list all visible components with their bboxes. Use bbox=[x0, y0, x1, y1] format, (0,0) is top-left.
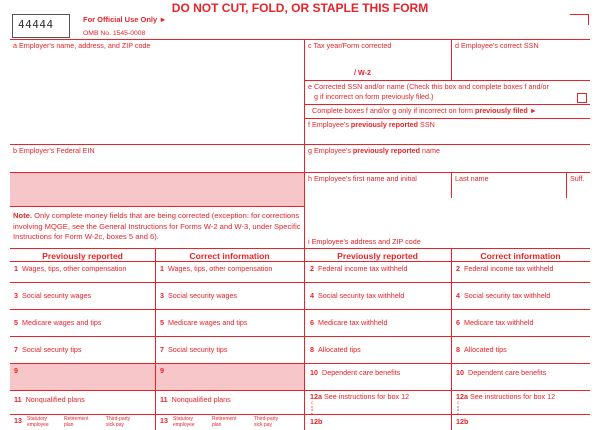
col-header-prev-left: Previously reported bbox=[42, 251, 123, 261]
box-e-checkbox[interactable] bbox=[577, 93, 587, 103]
box10-corr: 10 Dependent care benefits bbox=[456, 368, 547, 377]
box12a-corr: 12a See instructions for box 12 bbox=[456, 392, 556, 401]
top-notice: DO NOT CUT, FOLD, OR STAPLE THIS FORM bbox=[171, 1, 429, 15]
shaded-box9-left bbox=[10, 364, 155, 390]
box10-prev: 10 Dependent care benefits bbox=[310, 368, 401, 377]
complete-fg-instruction: Complete boxes f and/or g only if incorrect on form previously filed ► bbox=[312, 106, 537, 115]
box-h-label: h Employee's first name and initial bbox=[308, 174, 417, 183]
box5-corr: 5 Medicare wages and tips bbox=[160, 318, 248, 327]
box13-prev-thirdparty: Third-party sick pay bbox=[106, 416, 131, 428]
box7-corr: 7 Social security tips bbox=[160, 345, 228, 354]
box13-prev-retirement: Retirement plan bbox=[64, 416, 89, 428]
box13-prev-statutory: Statutory employee bbox=[27, 416, 49, 428]
box5-prev: 5 Medicare wages and tips bbox=[14, 318, 102, 327]
box-d-label: d Employee's correct SSN bbox=[455, 41, 539, 50]
box6-corr: 6 Medicare tax withheld bbox=[456, 318, 534, 327]
col-header-corr-left: Correct information bbox=[189, 251, 270, 261]
box11-prev: 11 Nonqualified plans bbox=[14, 395, 85, 404]
box6-prev: 6 Medicare tax withheld bbox=[310, 318, 388, 327]
box3-prev: 3 Social security wages bbox=[14, 291, 92, 300]
shaded-area-employer bbox=[10, 173, 304, 206]
corner-mark bbox=[570, 14, 589, 25]
box13-prev: 13 bbox=[14, 416, 22, 425]
box-f-label: f Employee's previously reported SSN bbox=[308, 120, 435, 129]
box-e-label-1: e Corrected SSN and/or name (Check this box and complete boxes f and/or bbox=[308, 82, 549, 91]
box9-corr: 9 bbox=[160, 366, 164, 375]
box13-corr-thirdparty: Third-party sick pay bbox=[254, 416, 279, 428]
box-e-label-2: g if incorrect on form previously filed.) bbox=[314, 92, 434, 101]
box-g-label: g Employee's previously reported name bbox=[308, 146, 441, 155]
col-header-corr-right: Correct information bbox=[480, 251, 561, 261]
box-b-label: b Employer's Federal EIN bbox=[13, 146, 95, 155]
suffix-label: Suff. bbox=[570, 174, 585, 183]
box-c-form: / W-2 bbox=[354, 68, 372, 77]
col-header-prev-right: Previously reported bbox=[337, 251, 418, 261]
box13-corr-statutory: Statutory employee bbox=[173, 416, 195, 428]
box12a-prev-code: C o d e bbox=[311, 401, 314, 416]
box-c-label: c Tax year/Form corrected bbox=[308, 41, 392, 50]
box8-corr: 8 Allocated tips bbox=[456, 345, 507, 354]
last-name-label: Last name bbox=[455, 174, 489, 183]
box-a-label: a Employer's name, address, and ZIP code bbox=[13, 41, 151, 50]
box2-corr: 2 Federal income tax withheld bbox=[456, 264, 554, 273]
box1-corr: 1 Wages, tips, other compensation bbox=[160, 264, 273, 273]
box-i-label: i Employee's address and ZIP code bbox=[308, 237, 421, 246]
box4-prev: 4 Social security tax withheld bbox=[310, 291, 405, 300]
box12a-prev: 12a See instructions for box 12 bbox=[310, 392, 410, 401]
box3-corr: 3 Social security wages bbox=[160, 291, 238, 300]
box8-prev: 8 Allocated tips bbox=[310, 345, 361, 354]
box12b-corr: 12b bbox=[456, 417, 469, 426]
box1-prev: 1 Wages, tips, other compensation bbox=[14, 264, 127, 273]
box11-corr: 11 Nonqualified plans bbox=[160, 395, 231, 404]
box13-corr-retirement: Retirement plan bbox=[212, 416, 237, 428]
correction-note: Note. Only complete money fields that are being corrected (exception: for corrections involving MQGE, see the General Instructions for Forms W-2 and W-3, under Specific Instructions for Form W-2c, boxes 5 and 6). bbox=[13, 211, 301, 241]
box9-prev: 9 bbox=[14, 366, 18, 375]
form-code: 44444 bbox=[18, 18, 54, 31]
official-use-label: For Official Use Only ► bbox=[83, 15, 167, 24]
shaded-box9-right bbox=[156, 364, 304, 390]
box12a-corr-code: C o d e bbox=[457, 401, 460, 416]
box2-prev: 2 Federal income tax withheld bbox=[310, 264, 408, 273]
box13-corr: 13 bbox=[160, 416, 168, 425]
omb-number: OMB No. 1545-0008 bbox=[83, 30, 146, 37]
box12b-prev: 12b bbox=[310, 417, 323, 426]
box7-prev: 7 Social security tips bbox=[14, 345, 82, 354]
box4-corr: 4 Social security tax withheld bbox=[456, 291, 551, 300]
